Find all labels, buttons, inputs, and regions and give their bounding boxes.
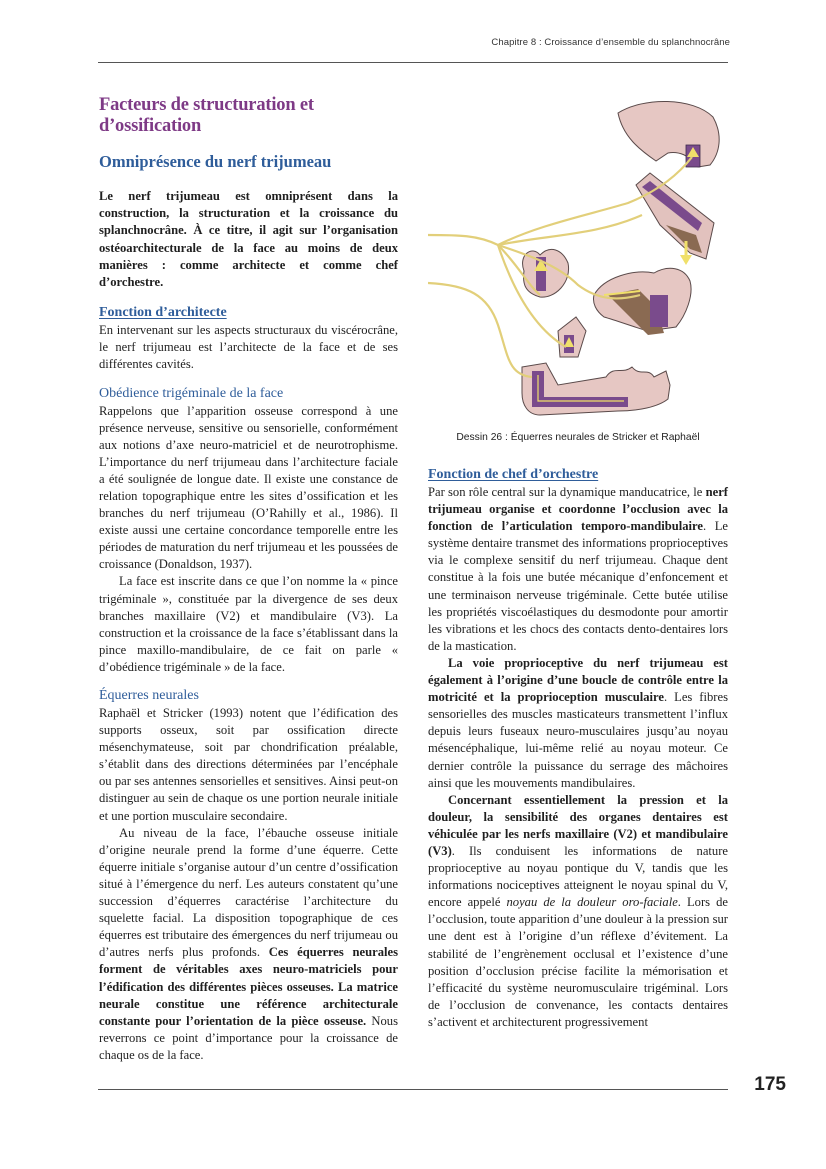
chef-paragraph-2 [428, 655, 728, 792]
chef-p3-mid: . Ils conduisent les informations de nature proprioceptive au noyau pontique du V, tandis que les informations nociceptives atteignent le noyau spinal du V, encore appelé [428, 843, 728, 910]
mandible-bone [522, 363, 670, 415]
equerres-illustration [428, 95, 728, 427]
chef-p3-bold: Concernant essentiellement la pression et la douleur, la sensibilité des organes dentaires est véhiculée par les nerfs maxillaire (V2) et mandibulaire (V3) [428, 792, 728, 858]
equerres-paragraph-1: Raphaël et Stricker (1993) notent que l’édification des supports osseux, soit par ossification directe mésenchymateuse, soit par chondrification préalable, s’établit dans des directions déterminées par l’encéphale ou par ses antennes sensorielles et sensitives. Ainsi peut-on distinguer au sein de chaque os une portion neurale initiale et une portion musculaire secondaire. [99, 706, 398, 823]
chef-p2-bold: La voie proprioceptive du nerf trijumeau est également à l’origine d’une boucle de contrôle entre la motricité et la proprioception musculaire [428, 655, 728, 705]
chef-p2-end: . Les fibres sensorielles des muscles masticateurs transmettent l’influx depuis leurs fuseaux neuro-musculaires jusqu’au noyau mésencéphalique, lui-même relié au noyau moteur. Ce dernier contrôle la puissance du serrage des mâchoires ainsi que les mouvements mandibulaires. [428, 690, 728, 790]
section-title: Facteurs de structuration et d’ossification [99, 95, 314, 136]
chef-p1-bold: nerf trijumeau organise et coordonne l’occlusion avec la fonction de l’articulation temporo-mandibulaire [428, 485, 728, 534]
chef-p3-italic: noyau de la douleur oro-faciale [506, 895, 678, 910]
figure-caption: Dessin 26 : Équerres neurales de Stricker et Raphaël [456, 432, 700, 443]
chef-heading: Fonction de chef d’orchestre [428, 467, 599, 482]
chef-p3-end: . Lors de l’occlusion, toute apparition d’une douleur à la pression sur une dent est à l’origine d’un réflexe d’évitement. La stabilité de l’engrènement occlusal et l’existence d’une position d’occlusion précise facilite la mémorisation et l’efficacité du système neuromusculaire trigéminal. Lors de l’occlusion de convenance, les contacts dentaires s’activent et architecturent progressivement [428, 895, 728, 1029]
intro-paragraph: Le nerf trijumeau est omniprésent dans la construction, la structuration et la croissance du splanchnocrâne. À ce titre, il agit sur l’organisation ostéoarchitecturale de la face au moins de deux manières : comme architecte et comme chef d’orchestre. [99, 189, 398, 290]
equerres-heading: Équerres neurales [99, 688, 199, 703]
obedience-paragraph-2: La face est inscrite dans ce que l’on nomme la « pince trigéminale », constituée par la divergence de ses deux branches maxillaire (V2) et mandibulaire (V3). La construction et la croissance de la face s’établissant dans la pince maxillo-mandibulaire, de ce fait on parle « d’obédience trigéminale » de la face. [99, 574, 398, 674]
page-number: 175 [754, 1074, 786, 1095]
right-column [428, 467, 728, 1031]
equerres-p2-bold: Ces équerres neurales forment de véritables axes neuro-matriciels pour l’édification des différentes pièces osseuses. La matrice neurale constitue une référence architecturale constante pour l’orientation de la pièce osseuse. [99, 945, 398, 1028]
equerres-paragraph-2 [99, 825, 398, 1064]
chef-paragraph-1 [428, 484, 728, 655]
subsection-title: Omniprésence du nerf trijumeau [99, 152, 332, 171]
architecte-paragraph: En intervenant sur les aspects structuraux du viscérocrâne, le nerf trijumeau est l’architecte de la face et de ses différentes cavités. [99, 323, 398, 372]
left-column [99, 95, 398, 1064]
chef-paragraph-3 [428, 792, 728, 1031]
equerres-p2-end: Nous reverrons ce point d’importance pour la croissance de chaque os de la face. [99, 1013, 398, 1062]
cranium-bone [618, 101, 719, 167]
header-rule [98, 62, 728, 63]
running-header: Chapitre 8 : Croissance d’ensemble du splanchnocrâne [491, 37, 730, 48]
obedience-heading: Obédience trigéminale de la face [99, 385, 284, 401]
obedience-paragraph-1: Rappelons que l’apparition osseuse correspond à une présence nerveuse, sensitive ou sensorielle, conformément aux notions d’axe neuro-matriciel et de neurotrophisme. L’importance du nerf trijumeau dans l’architecture faciale a été soulignée de longue date. Il existe une constance de relation topographique entre les sites d’ossification et les branches du nerf trijumeau (O’Rahilly et al., 1986). Il existe aussi une certaine concordance temporelle entre les périodes de maturation du nerf trijumeau et les poussées de croissance (Donaldson, 1937). [99, 403, 398, 572]
footer-rule [98, 1089, 728, 1090]
equerres-p2-start: Au niveau de la face, l’ébauche osseuse initiale d’origine neurale prend la forme d’une équerre. Cette équerre initiale s’organise autour d’un centre d’ossification situé à l’émergence du nerf. Les auteurs constatent qu’une succession d’équerres caractérise l’architecture du squelette facial. La disposition topographique de ces équerres est tributaire des émergences du nerf trijumeau ou d’autres nerfs plus profonds. [99, 825, 398, 960]
chef-p1-end: . Le système dentaire transmet des informations proprioceptives via le complexe sensitif du nerf trijumeau. Chaque dent constitue à la fois une butée mécanique d’enfoncement et une terminaison nerveuse trigéminale. Cette butée utilise les propriétés viscoélastiques du desmodonte pour amortir les vibrations et les chocs des contacts dento-dentaires lors de la mastication. [428, 519, 728, 653]
architecte-heading: Fonction d’architecte [99, 305, 227, 321]
chef-p1-start: Par son rôle central sur la dynamique manducatrice, le [428, 485, 706, 499]
